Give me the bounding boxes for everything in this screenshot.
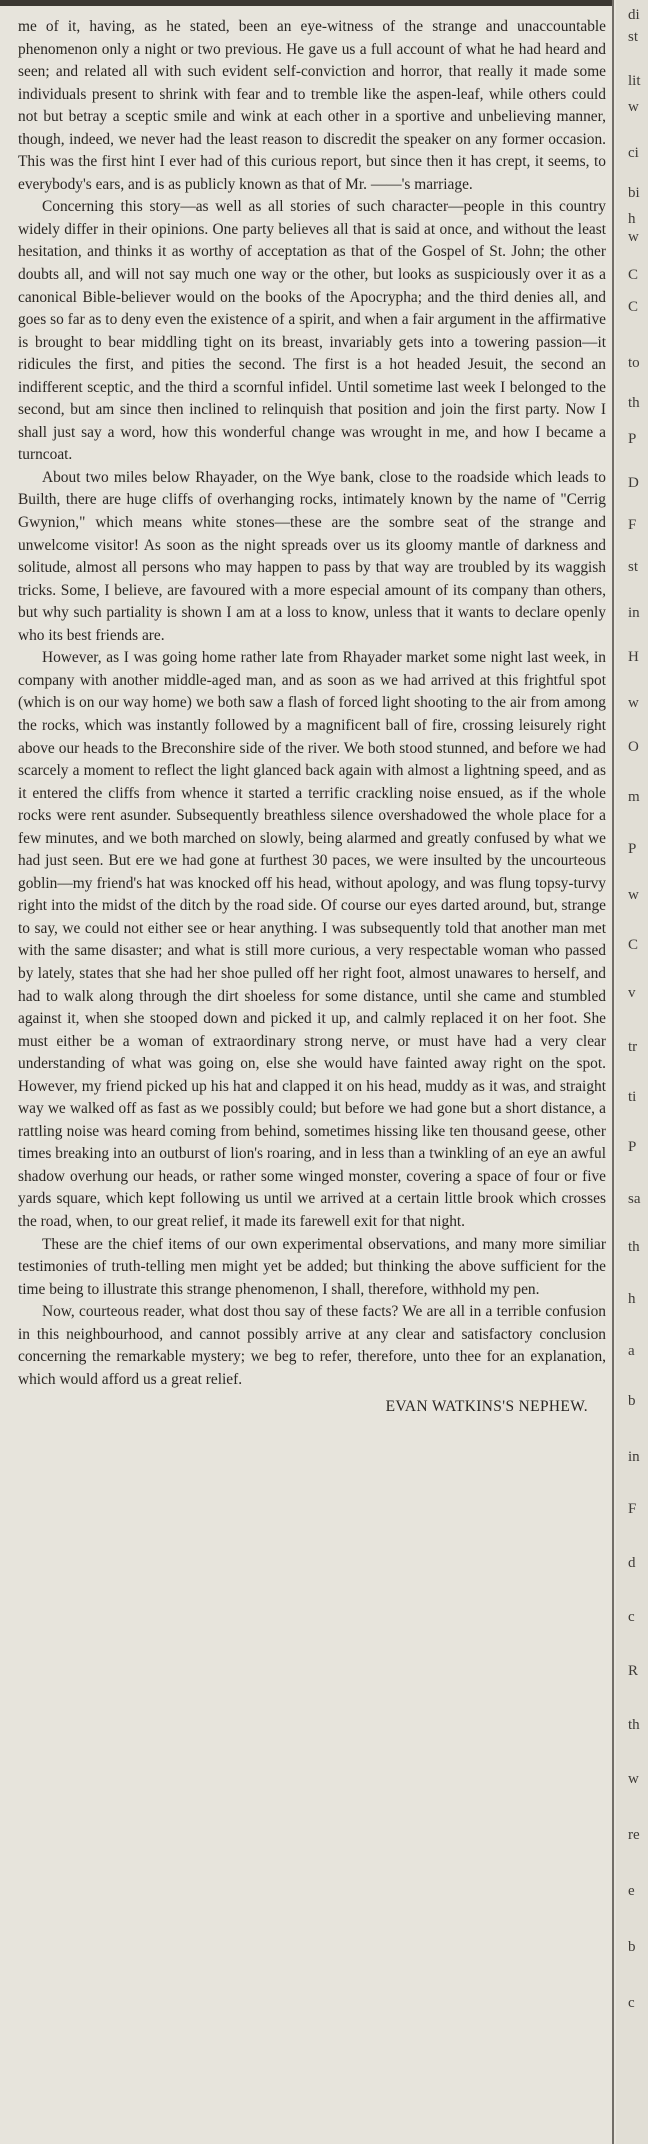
- side-fragment-38: R: [628, 1663, 639, 1679]
- side-fragment-16: st: [628, 559, 639, 575]
- paragraph-6: Now, courteous reader, what dost thou say of these facts? We are all in a terrible confusion in this neighbourhood, and cannot possibly arrive at any clear and satisfactory conclusion concerning the remarkable mystery; we beg to refer, therefore, unto thee for an explanation, which would afford us a great relief.: [18, 1303, 606, 1388]
- side-fragment-2: st: [628, 29, 639, 45]
- side-fragment-31: h: [628, 1291, 636, 1307]
- side-fragment-9: C: [628, 267, 639, 283]
- side-fragment-33: b: [628, 1393, 636, 1409]
- side-fragment-36: d: [628, 1555, 636, 1571]
- side-fragment-18: H: [628, 649, 639, 665]
- side-fragment-19: w: [628, 695, 639, 711]
- side-fragment-1: di: [628, 7, 640, 23]
- side-fragment-41: re: [628, 1827, 640, 1843]
- top-rule: [0, 0, 612, 6]
- side-fragment-23: w: [628, 887, 639, 903]
- side-fragment-6: bi: [628, 185, 640, 201]
- side-fragment-17: in: [628, 605, 640, 621]
- side-fragment-24: C: [628, 937, 639, 953]
- side-fragment-20: O: [628, 739, 639, 755]
- article-signature: EVAN WATKINS'S NEPHEW.: [385, 1398, 588, 1416]
- side-fragment-10: C: [628, 299, 639, 315]
- side-fragment-37: c: [628, 1609, 635, 1625]
- side-fragment-43: b: [628, 1939, 636, 1955]
- side-fragment-13: P: [628, 431, 637, 447]
- side-fragment-27: ti: [628, 1089, 637, 1105]
- side-fragment-42: e: [628, 1883, 635, 1899]
- side-fragment-28: P: [628, 1139, 637, 1155]
- side-fragment-32: a: [628, 1343, 635, 1359]
- side-fragment-5: ci: [628, 145, 639, 161]
- side-fragment-7: h: [628, 211, 636, 227]
- side-fragment-3: lit: [628, 73, 641, 89]
- column-rule: [612, 0, 614, 2144]
- side-fragment-34: in: [628, 1449, 640, 1465]
- paragraph-5: These are the chief items of our own experimental observations, and many more similiar testimonies of truth-telling men might yet be added; but thinking the above sufficient for the time being to illustrate this strange phenomenon, I shall, therefore, withhold my pen.: [18, 1235, 606, 1298]
- side-fragment-22: P: [628, 841, 637, 857]
- side-fragment-40: w: [628, 1771, 639, 1787]
- side-fragment-8: w: [628, 229, 639, 245]
- paragraph-3: About two miles below Rhayader, on the Wye bank, close to the roadside which leads to Builth, there are huge cliffs of overhanging rocks, intimately known by the name of "Cerrig Gwynion," which means white stones—these are the sombre seat of the strange and unwelcome visitor! As soon as the night spreads over us its gloomy mantle of darkness and solitude, almost all persons who may happen to pass by that way are troubled by its waggish tricks. Some, I believe, are favoured with a more especial amount of its company than others, but why such partiality is shown I am at a loss to know, unless that it wants to declare openly who its best friends are.: [18, 468, 606, 644]
- side-fragment-15: F: [628, 517, 637, 533]
- side-fragment-39: th: [628, 1717, 640, 1733]
- paragraph-2: Concerning this story—as well as all stories of such character—people in this country widely differ in their opinions. One party believes all that is said at once, and without the least hesitation, and thinks it as worthy of acceptation as that of the Gospel of St. John; the other doubts all, and will not say much one way or the other, but looks as suspiciously over it as a canonical Bible-believer would on the books of the Apocrypha; and the third denies all, and goes so far as to deny even the existence of a spirit, and when a fair argument in the affirmative is brought to bear middling tight on its breast, invariably gets into a towering passion—it ridicules the first, and pities the second. The first is a hot headed Jesuit, the second an indifferent sceptic, and the third a scornful infidel. Until sometime last week I belonged to the second, but am since then inclined to relinquish that position and join the first party. Now I shall just say a word, how this wonderful change was wrought in me, and how I became a turncoat.: [18, 198, 606, 464]
- paragraph-1: me of it, having, as he stated, been an eye-witness of the strange and unaccountable phenomenon only a night or two previous. He gave us a full account of what he had heard and seen; and related all with such evident self-conviction and horror, that really it made some individuals present to shrink with fear and to tremble like the aspen-leaf, while others could not but betray a sceptic smile and wink at each other in a sportive and unbelieving manner, though, indeed, we never had the least reason to discredit the speaker on any former occasion. This was the first hint I ever had of this curious report, but since then it has crept, it seems, to everybody's ears, and is as publicly known as that of Mr. ——'s marriage.: [18, 18, 606, 193]
- paragraph-4: However, as I was going home rather late from Rhayader market some night last week, in company with another middle-aged man, and as soon as we had arrived at this frightful spot (which is on our way home) we both saw a flash of forced light shooting to the air from among the rocks, which was instantly followed by a magnificent ball of fire, crossing leisurely right above our heads to the Breconshire side of the river. We both stood stunned, and before we had scarcely a moment to reflect the light glanced back again with almost a lightning speed, and as it entered the cliffs from whence it started a terrific crackling noise ensued, as if the whole rocks were rent asunder. Subsequently breathless silence overshadowed the whole place for a few minutes, and we both marched on slowly, being alarmed and greatly confused by what we had just seen. But ere we had gone at furthest 30 paces, we were insulted by the uncourteous goblin—my friend's hat was knocked off his head, without apology, and was flung topsy-turvy right into the midst of the ditch by the road side. Of course our eyes darted around, but, strange to say, we could not either see or hear anything. I was subsequently told that another man met with the same disaster; and what is still more curious, a very respectable woman who passed by lately, states that she had her shoe pulled off her right foot, almost unawares to herself, and had to walk along through the dirt shoeless for some distance, until she came and stumbled against it, when she stooped down and picked it up, and calmly replaced it on her foot. She must either be a woman of extraordinary strong nerve, or must have had a very clear understanding of what was going on, else she would have fainted away right on the spot. However, my friend picked up his hat and clapped it on his head, muddy as it was, and straight way we walked off as fast as we possibly could; but before we had gone but a short distance, a rattling noise was heard coming from behind, sometimes hissing like ten thousand geese, other times breaking into an outburst of lion's roaring, and in less than a twinkling of an eye an awful shadow overhung our heads, or rather some winged monster, covering a space of four or five yards square, which kept following us until we arrived at a certain little brook which crosses the road, when, to our great relief, it made its farewell exit for that night.: [18, 649, 606, 1230]
- side-fragment-44: c: [628, 1995, 635, 2011]
- adjacent-column-fragment: [616, 0, 648, 2144]
- side-fragment-25: v: [628, 985, 636, 1001]
- side-fragment-4: w: [628, 99, 639, 115]
- article-column: [18, 16, 606, 1419]
- side-fragment-11: to: [628, 355, 640, 371]
- side-fragment-21: m: [628, 789, 640, 805]
- side-fragment-14: D: [628, 475, 639, 491]
- side-fragment-30: th: [628, 1239, 640, 1255]
- side-fragment-12: th: [628, 395, 640, 411]
- side-fragment-26: tr: [628, 1039, 638, 1055]
- side-fragment-29: sa: [628, 1191, 641, 1207]
- side-fragment-35: F: [628, 1501, 637, 1517]
